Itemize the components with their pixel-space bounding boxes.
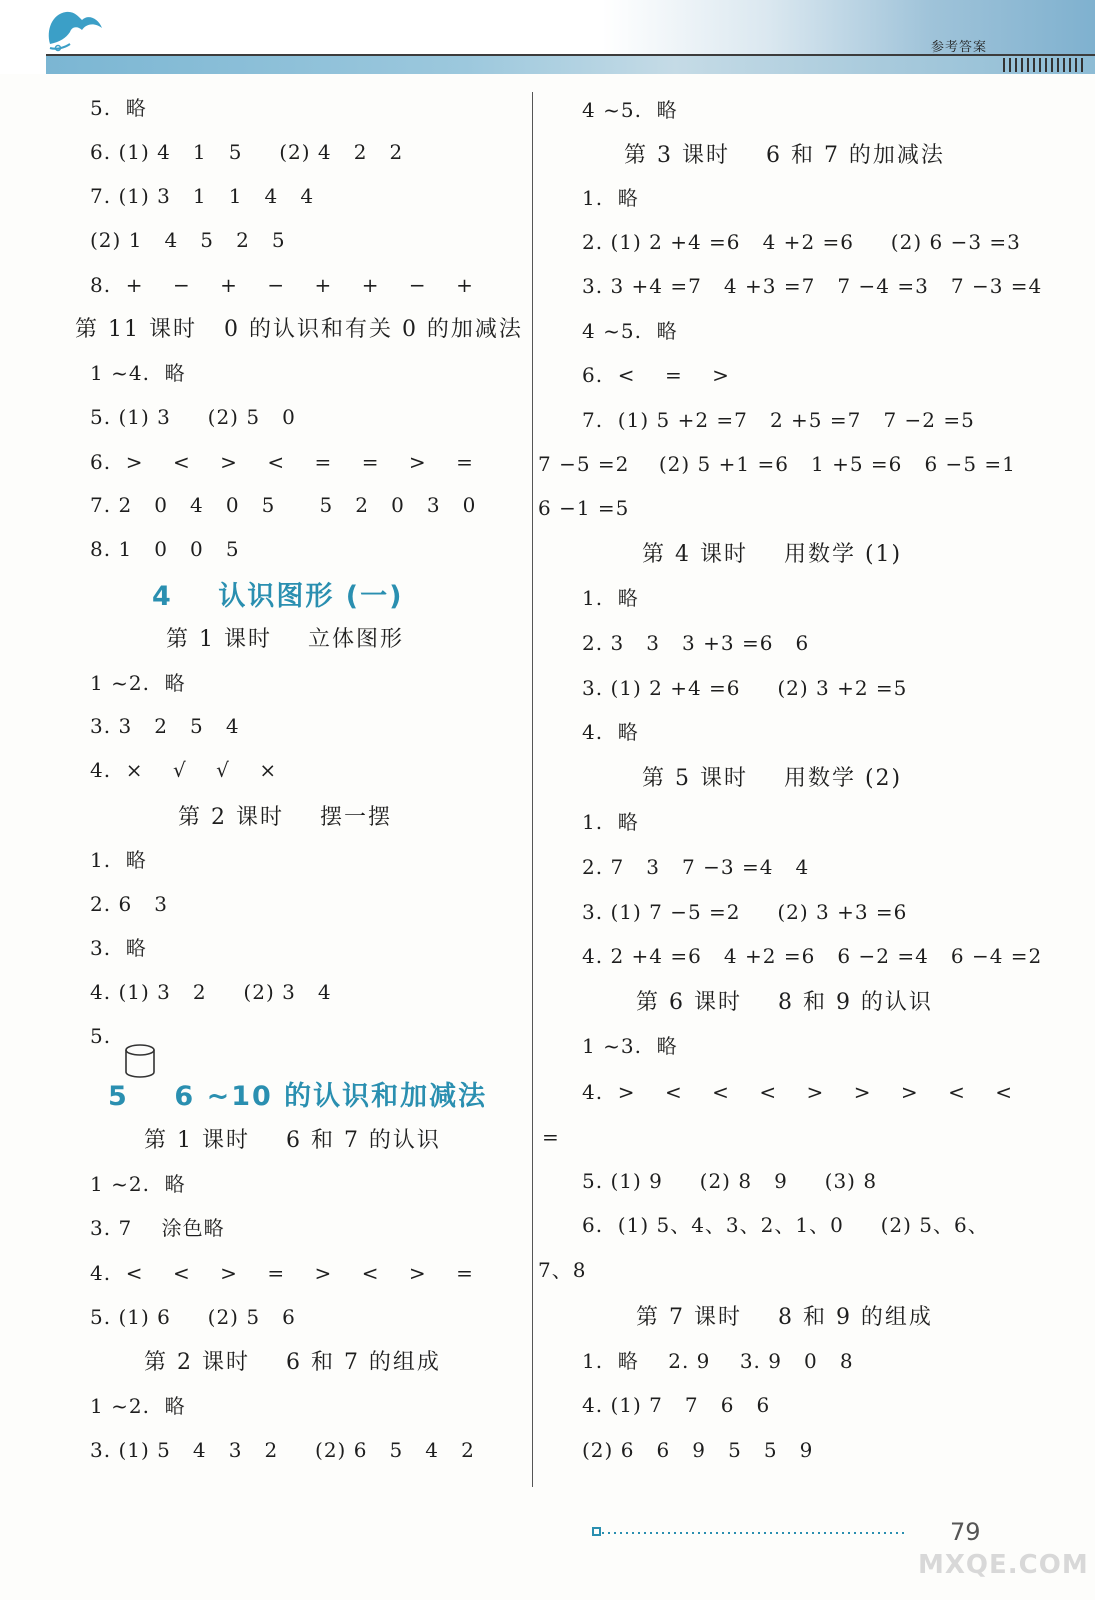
lesson-heading: 第 7 课时 8 和 9 的组成: [636, 1305, 933, 1330]
answer-line: 7 −5 =2 (2) 5 +1 =6 1 +5 =6 6 −5 =1: [538, 452, 1016, 476]
answer-line: 4. 略: [582, 720, 639, 744]
page-number: 79: [950, 1518, 981, 1546]
header-title: 参考答案: [930, 40, 987, 55]
answer-line: 1 ~2. 略: [90, 1172, 186, 1196]
column-divider: [532, 92, 533, 1487]
lesson-heading: 第 4 课时 用数学 (1): [642, 542, 903, 567]
answer-line: 1 ~2. 略: [90, 671, 186, 695]
answer-line: 1 ~2. 略: [90, 1394, 186, 1418]
footer-square-icon: [592, 1527, 601, 1536]
lesson-heading: 第 11 课时 0 的认识和有关 0 的加减法: [75, 317, 523, 342]
answer-line: 5.: [90, 1024, 112, 1048]
answer-line: 4 ~5. 略: [582, 319, 678, 343]
answer-line: 6. (1) 5、4、3、2、1、0 (2) 5、6、: [582, 1213, 989, 1237]
answer-line: 4. > < < < > > > < <: [582, 1080, 1014, 1104]
lesson-heading: 第 1 课时 立体图形: [166, 627, 404, 652]
answer-line: 1. 略: [582, 586, 639, 610]
lesson-heading: 第 1 课时 6 和 7 的认识: [144, 1128, 441, 1153]
lesson-heading: 第 6 课时 8 和 9 的认识: [636, 990, 933, 1015]
answer-line: 8. + − + − + + − +: [90, 273, 474, 297]
answer-line: 3. 略: [90, 936, 147, 960]
answer-line: 2. 6 3: [90, 892, 168, 916]
answer-line: 4. × √ √ ×: [90, 758, 278, 782]
watermark: MXQE.COM: [918, 1550, 1089, 1580]
answer-line: 6 −1 =5: [538, 496, 630, 520]
answer-line: 4. (1) 7 7 6 6: [582, 1393, 771, 1417]
lesson-heading: 第 3 课时 6 和 7 的加减法: [624, 143, 945, 168]
answer-line: 8. 1 0 0 5: [90, 537, 240, 561]
answer-line: (2) 1 4 5 2 5: [90, 228, 286, 252]
answer-line: (2) 6 6 9 5 5 9: [582, 1438, 814, 1462]
answer-line: 6. > < > < = = > =: [90, 450, 474, 474]
answer-line: 4 ~5. 略: [582, 98, 678, 122]
answer-line: 4. (1) 3 2 (2) 3 4: [90, 980, 332, 1004]
answer-line: 3. 7 涂色略: [90, 1216, 225, 1240]
answer-line: 7、8: [538, 1258, 587, 1282]
header-band: [46, 56, 1095, 74]
answer-line: 3. (1) 5 4 3 2 (2) 6 5 4 2: [90, 1438, 475, 1462]
answer-line: 7. 2 0 4 0 5 5 2 0 3 0: [90, 493, 477, 517]
answer-line: 3. 3 2 5 4: [90, 714, 240, 738]
lesson-heading: 第 2 课时 6 和 7 的组成: [144, 1350, 441, 1375]
answer-line: 7. (1) 3 1 1 4 4: [90, 184, 315, 208]
answer-line: 5. (1) 9 (2) 8 9 (3) 8: [582, 1169, 878, 1193]
answer-line: 6. < = >: [582, 363, 730, 387]
answer-line: 6. (1) 4 1 5 (2) 4 2 2: [90, 140, 404, 164]
answer-line: 2. 3 3 3 +3 =6 6: [582, 631, 810, 655]
answer-line: 3. (1) 2 +4 =6 (2) 3 +2 =5: [582, 676, 908, 700]
answer-line: 3. (1) 7 −5 =2 (2) 3 +3 =6: [582, 900, 908, 924]
footer-dotted-rule: [602, 1532, 907, 1534]
unit-heading: 4 认识图形 (一): [152, 581, 404, 612]
answer-line: 2. (1) 2 +4 =6 4 +2 =6 (2) 6 −3 =3: [582, 230, 1021, 254]
answer-line: 4. 2 +4 =6 4 +2 =6 6 −2 =4 6 −4 =2: [582, 944, 1043, 968]
answer-line: 1. 略: [90, 848, 147, 872]
cylinder-icon: [124, 1043, 156, 1079]
answer-line: 7. (1) 5 +2 =7 2 +5 =7 7 −2 =5: [582, 408, 975, 432]
answer-line: 1. 略: [582, 186, 639, 210]
lesson-heading: 第 2 课时 摆一摆: [178, 805, 392, 830]
answer-line: 5. (1) 3 (2) 5 0: [90, 405, 296, 429]
answer-line: 1 ~4. 略: [90, 361, 186, 385]
unit-heading: 5 6 ~10 的认识和加减法: [108, 1081, 488, 1112]
answer-line: 5. 略: [90, 96, 147, 120]
answer-line: 1. 略: [582, 810, 639, 834]
answer-line: 4. < < > = > < > =: [90, 1261, 474, 1285]
answer-line: 3. 3 +4 =7 4 +3 =7 7 −4 =3 7 −3 =4: [582, 274, 1043, 298]
page-header: [0, 0, 1095, 74]
answer-line: 5. (1) 6 (2) 5 6: [90, 1305, 296, 1329]
answer-line: 1 ~3. 略: [582, 1034, 678, 1058]
answer-line: =: [542, 1125, 560, 1149]
lesson-heading: 第 5 课时 用数学 (2): [642, 766, 903, 791]
wave-logo-icon: [44, 4, 106, 52]
answer-line: 2. 7 3 7 −3 =4 4: [582, 855, 810, 879]
header-ticks: [1003, 58, 1083, 72]
answer-line: 1. 略 2. 9 3. 9 0 8: [582, 1349, 854, 1373]
